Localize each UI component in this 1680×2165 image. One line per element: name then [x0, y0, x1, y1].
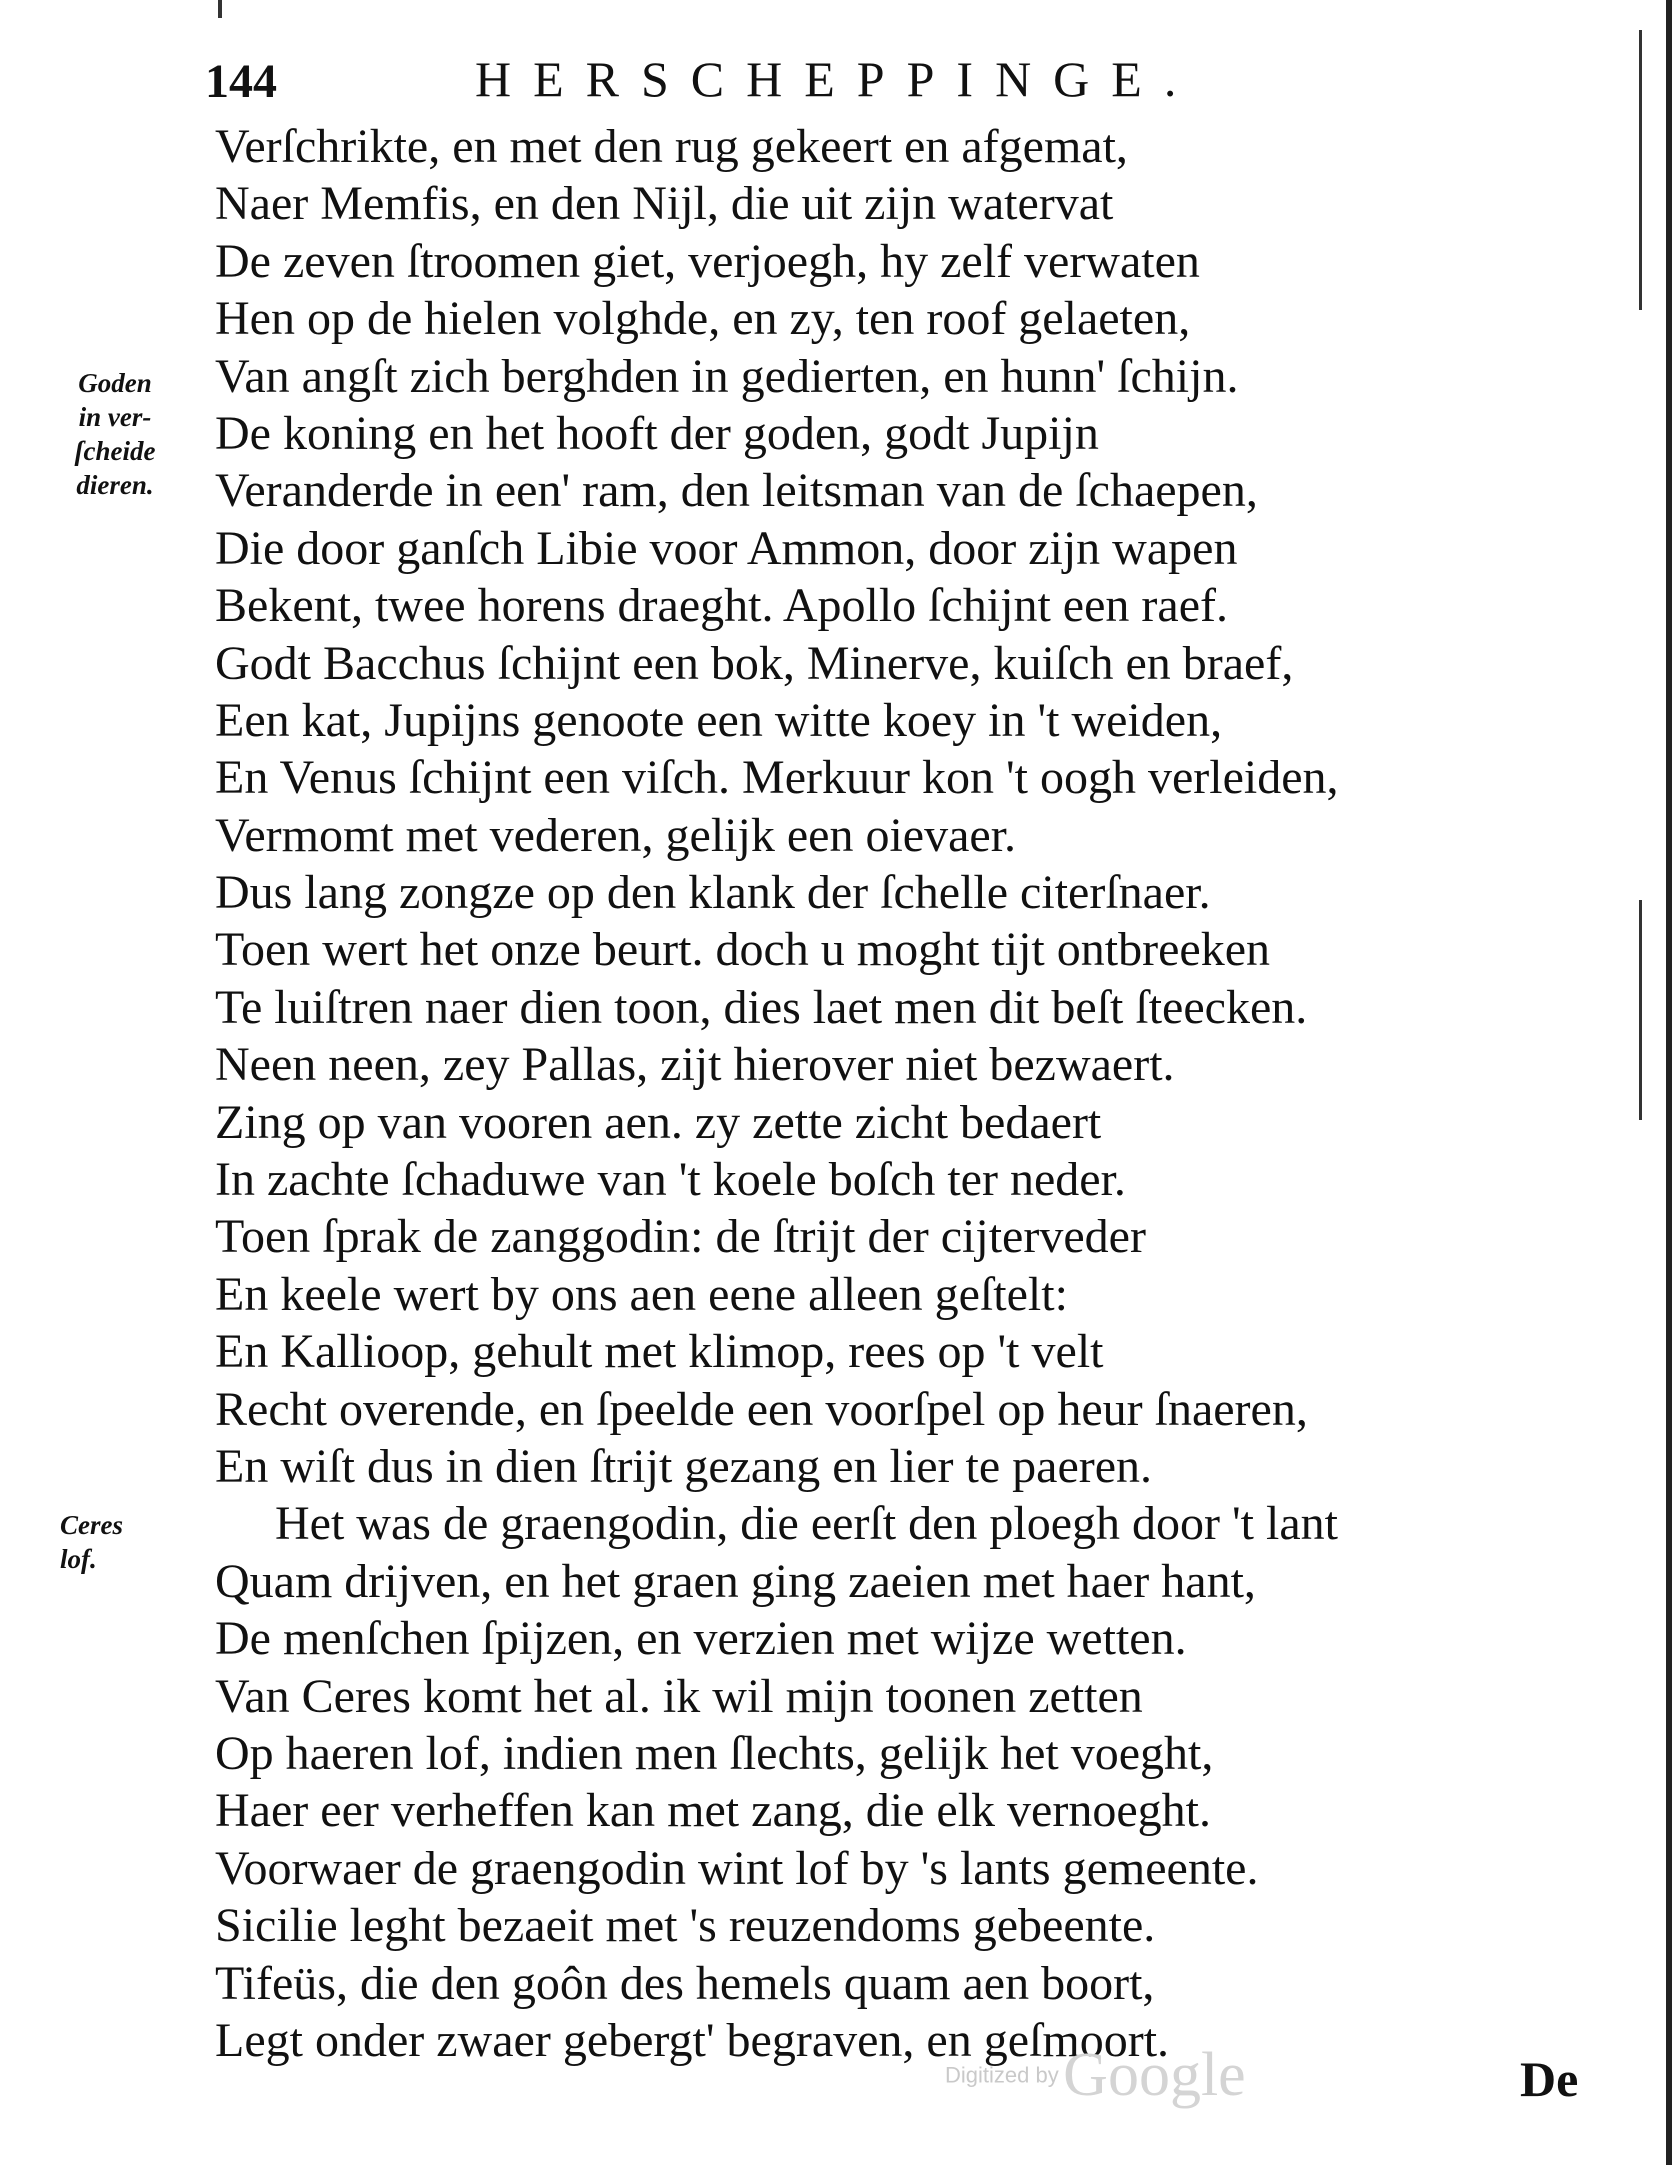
margin-note-ceres [60, 1508, 170, 1576]
verse-line: Van angſt zich berghden in gedierten, en hunn' ſchijn. [215, 349, 1239, 403]
running-head: HERSCHEPPINGE. [475, 51, 1199, 107]
verse-line: En keele wert by ons aen eene alleen geſtelt: [215, 1267, 1068, 1321]
verse-line: Haer eer verheffen kan met zang, die elk vernoeght. [215, 1784, 1211, 1838]
google-logo: Google [1063, 2041, 1246, 2109]
verse-line: Veranderde in een' ram, den leitsman van de ſchaepen, [215, 464, 1258, 518]
verse-line: En Kallioop, gehult met klimop, rees op 't velt [215, 1325, 1104, 1379]
margin-note-line: lof. [60, 1544, 97, 1574]
verse-line: Vermomt met vederen, gelijk een oievaer. [215, 808, 1017, 862]
verse-line: Toen ſprak de zanggodin: de ſtrijt der cijterveder [215, 1210, 1146, 1264]
verse-line: En Venus ſchijnt een viſch. Merkuur kon 't oogh verleiden, [215, 751, 1339, 805]
verse-line: En wiſt dus in dien ſtrijt gezang en lier te paeren. [215, 1439, 1153, 1493]
verse-line: Te luiſtren naer dien toon, dies laet men dit beſt ſteecken. [215, 980, 1308, 1034]
margin-note-goden [55, 366, 175, 502]
margin-note-line: ſcheide [74, 436, 156, 466]
verse-line: Godt Bacchus ſchijnt een bok, Minerve, kuiſch en braef, [215, 636, 1294, 690]
verse-line: Naer Memfis, en den Nijl, die uit zijn watervat [215, 177, 1114, 231]
digitized-watermark [945, 2040, 1246, 2111]
watermark-prefix: Digitized by [945, 2062, 1059, 2088]
verse-body [215, 118, 1595, 2069]
verse-line: Toen wert het onze beurt. doch u moght tijt ontbreeken [215, 923, 1270, 977]
page-header [205, 50, 1335, 120]
verse-line: Quam drijven, en het graen ging zaeien met haer hant, [215, 1554, 1256, 1608]
verse-line: De koning en het hooft der goden, godt Jupijn [215, 406, 1099, 460]
margin-note-line: dieren. [76, 470, 154, 500]
verse-line: Zing op van vooren aen. zy zette zicht bedaert [215, 1095, 1102, 1149]
page-edge-mark [1639, 900, 1642, 1120]
verse-line: Hen op de hielen volghde, en zy, ten roof gelaeten, [215, 292, 1191, 346]
verse-line: Tifeüs, die den goôn des hemels quam aen boort, [215, 1956, 1155, 2010]
margin-note-line: in ver- [78, 402, 152, 432]
verse-line: Die door ganſch Libie voor Ammon, door zijn wapen [215, 521, 1238, 575]
verse-line: Recht overende, en ſpeelde een voorſpel op heur ſnaeren, [215, 1382, 1308, 1436]
verse-line: Verſchrikte, en met den rug gekeert en afgemat, [215, 120, 1128, 173]
verse-line: In zachte ſchaduwe van 't koele boſch ter neder. [215, 1153, 1126, 1207]
verse-line: De zeven ſtroomen giet, verjoegh, hy zelf verwaten [215, 234, 1200, 288]
verse-line: Neen neen, zey Pallas, zijt hierover niet bezwaert. [215, 1038, 1175, 1092]
top-edge-mark [218, 0, 222, 18]
verse-line-indented: Het was de graengodin, die eerſt den ploegh door 't lant [275, 1497, 1338, 1551]
verse-line: Sicilie leght bezaeit met 's reuzendoms gebeente. [215, 1899, 1156, 1953]
page-edge-shadow [1666, 0, 1672, 2165]
verse-line: Legt onder zwaer gebergt' begraven, en geſmoort. [215, 2013, 1170, 2067]
verse-line: Bekent, twee horens draeght. Apollo ſchijnt een raef. [215, 579, 1228, 633]
page-number: 144 [205, 55, 277, 108]
verse-line: Voorwaer de graengodin wint lof by 's lants gemeente. [215, 1841, 1259, 1895]
verse-line: De menſchen ſpijzen, en verzien met wijze wetten. [215, 1612, 1187, 1666]
catchword: De [1520, 2051, 1579, 2107]
verse-line: Een kat, Jupijns genoote een witte koey in 't weiden, [215, 693, 1223, 747]
page-edge-mark [1639, 30, 1642, 310]
verse-line: Van Ceres komt het al. ik wil mijn toonen zetten [215, 1669, 1143, 1723]
margin-note-line: Goden [78, 368, 152, 398]
verse-line: Dus lang zongze op den klank der ſchelle citerſnaer. [215, 866, 1211, 920]
margin-note-line: Ceres [60, 1510, 123, 1540]
verse-line: Op haeren lof, indien men ſlechts, gelijk het voeght, [215, 1726, 1214, 1780]
